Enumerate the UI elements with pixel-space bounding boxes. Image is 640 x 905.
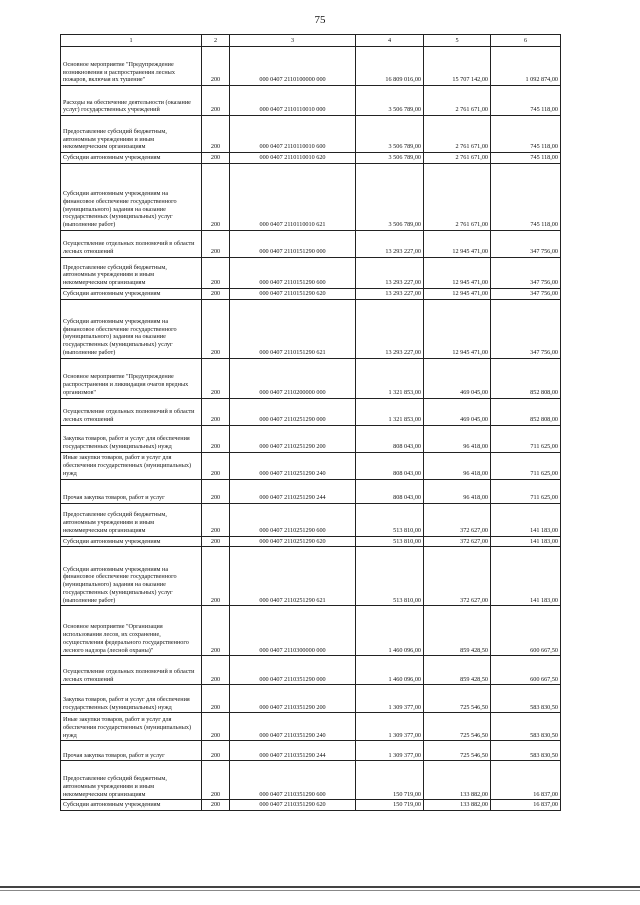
row-kbk-cell: 000 0407 2110100000 000 xyxy=(230,47,356,86)
table-row xyxy=(61,230,561,257)
row-name-cell: Предоставление субсидий бюджетным, автономным учреждениям и иным некоммерческим организациям xyxy=(61,503,202,536)
column-header-3: 3 xyxy=(230,35,356,47)
row-kbk-cell: 000 0407 2110251290 600 xyxy=(230,503,356,536)
table-body xyxy=(61,47,561,811)
row-value3-cell: 711 625,00 xyxy=(491,452,561,479)
row-name-cell: Прочая закупка товаров, работ и услуг xyxy=(61,741,202,761)
row-code-cell: 200 xyxy=(202,257,230,288)
row-kbk-cell: 000 0407 2110200000 000 xyxy=(230,358,356,398)
table-row xyxy=(61,713,561,741)
row-code-cell: 200 xyxy=(202,299,230,358)
row-kbk-cell: 000 0407 2110351290 240 xyxy=(230,713,356,741)
row-name-cell: Закупка товаров, работ и услуг для обеспечения государственных (муниципальных) нужд xyxy=(61,425,202,452)
row-value3-cell: 347 756,00 xyxy=(491,299,561,358)
row-value2-cell: 12 945 471,00 xyxy=(424,288,491,299)
row-kbk-cell: 000 0407 2110110010 621 xyxy=(230,163,356,230)
row-value2-cell: 372 627,00 xyxy=(424,547,491,606)
row-name-cell: Закупка товаров, работ и услуг для обеспечения государственных (муниципальных) нужд xyxy=(61,685,202,713)
row-value2-cell: 2 761 671,00 xyxy=(424,116,491,153)
row-code-cell: 200 xyxy=(202,685,230,713)
row-code-cell: 200 xyxy=(202,398,230,425)
row-name-cell: Основное мероприятие "Организация использования лесов, их сохранение, осуществления федерального государственного лесного надзора (лесной охраны)" xyxy=(61,606,202,656)
row-code-cell: 200 xyxy=(202,86,230,116)
row-code-cell: 200 xyxy=(202,536,230,547)
row-name-cell: Осуществление отдельных полномочий в области лесных отношений xyxy=(61,230,202,257)
row-value3-cell: 745 118,00 xyxy=(491,116,561,153)
row-code-cell: 200 xyxy=(202,547,230,606)
row-value1-cell: 1 309 377,00 xyxy=(356,741,424,761)
row-kbk-cell: 000 0407 2110351290 620 xyxy=(230,800,356,811)
row-name-cell: Субсидии автономным учреждениям на финансовое обеспечение государственного (муниципального) задания на оказание государственных (муниципальных) услуг (выполнение работ) xyxy=(61,547,202,606)
table-row xyxy=(61,800,561,811)
row-value3-cell: 1 092 874,00 xyxy=(491,47,561,86)
table-row xyxy=(61,656,561,685)
table-row xyxy=(61,503,561,536)
row-value2-cell: 96 418,00 xyxy=(424,425,491,452)
page-number: 75 xyxy=(314,14,326,26)
row-value3-cell: 711 625,00 xyxy=(491,425,561,452)
row-kbk-cell: 000 0407 2110110010 000 xyxy=(230,86,356,116)
row-kbk-cell: 000 0407 2110351290 600 xyxy=(230,761,356,800)
row-code-cell: 200 xyxy=(202,116,230,153)
row-code-cell: 200 xyxy=(202,358,230,398)
table-row xyxy=(61,452,561,479)
row-name-cell: Субсидии автономным учреждениям xyxy=(61,288,202,299)
row-value1-cell: 808 043,00 xyxy=(356,452,424,479)
column-header-4: 4 xyxy=(356,35,424,47)
row-value1-cell: 3 506 789,00 xyxy=(356,163,424,230)
row-value1-cell: 3 506 789,00 xyxy=(356,153,424,164)
row-name-cell: Иные закупки товаров, работ и услуг для обеспечения государственных (муниципальных) нужд xyxy=(61,452,202,479)
row-value3-cell: 852 808,00 xyxy=(491,398,561,425)
row-value2-cell: 859 428,50 xyxy=(424,656,491,685)
column-header-2: 2 xyxy=(202,35,230,47)
row-value1-cell: 13 293 227,00 xyxy=(356,230,424,257)
row-code-cell: 200 xyxy=(202,713,230,741)
row-kbk-cell: 000 0407 2110351290 244 xyxy=(230,741,356,761)
row-value1-cell: 150 719,00 xyxy=(356,800,424,811)
page-bottom-border-secondary xyxy=(0,890,640,891)
row-code-cell: 200 xyxy=(202,230,230,257)
row-value1-cell: 1 460 096,00 xyxy=(356,606,424,656)
table-row xyxy=(61,163,561,230)
row-value3-cell: 745 118,00 xyxy=(491,153,561,164)
row-value3-cell: 141 183,00 xyxy=(491,503,561,536)
row-value3-cell: 347 756,00 xyxy=(491,257,561,288)
row-code-cell: 200 xyxy=(202,163,230,230)
row-value1-cell: 150 719,00 xyxy=(356,761,424,800)
row-code-cell: 200 xyxy=(202,656,230,685)
row-kbk-cell: 000 0407 2110351290 200 xyxy=(230,685,356,713)
row-value2-cell: 372 627,00 xyxy=(424,503,491,536)
row-value2-cell: 15 707 142,00 xyxy=(424,47,491,86)
row-code-cell: 200 xyxy=(202,503,230,536)
row-value1-cell: 808 043,00 xyxy=(356,425,424,452)
row-name-cell: Субсидии автономным учреждениям на финансовое обеспечение государственного (муниципального) задания на оказание государственных (муниципальных) услуг (выполнение работ) xyxy=(61,299,202,358)
row-value3-cell: 711 625,00 xyxy=(491,479,561,503)
row-value2-cell: 725 546,50 xyxy=(424,741,491,761)
table-row xyxy=(61,47,561,86)
row-value1-cell: 13 293 227,00 xyxy=(356,257,424,288)
table-row xyxy=(61,86,561,116)
table-row xyxy=(61,153,561,164)
row-name-cell: Предоставление субсидий бюджетным, автономным учреждениям и иным некоммерческим организациям xyxy=(61,761,202,800)
row-value1-cell: 1 309 377,00 xyxy=(356,685,424,713)
row-kbk-cell: 000 0407 2110110010 620 xyxy=(230,153,356,164)
row-value1-cell: 1 460 096,00 xyxy=(356,656,424,685)
row-code-cell: 200 xyxy=(202,288,230,299)
row-kbk-cell: 000 0407 2110151290 621 xyxy=(230,299,356,358)
row-value3-cell: 745 118,00 xyxy=(491,86,561,116)
row-value2-cell: 725 546,50 xyxy=(424,685,491,713)
row-name-cell: Основное мероприятие "Предупреждение возникновения и распространения лесных пожаров, включая их тушение" xyxy=(61,47,202,86)
row-name-cell: Иные закупки товаров, работ и услуг для обеспечения государственных (муниципальных) нужд xyxy=(61,713,202,741)
row-value2-cell: 12 945 471,00 xyxy=(424,257,491,288)
row-kbk-cell: 000 0407 2110251290 200 xyxy=(230,425,356,452)
row-value3-cell: 600 667,50 xyxy=(491,656,561,685)
row-code-cell: 200 xyxy=(202,452,230,479)
row-code-cell: 200 xyxy=(202,606,230,656)
row-kbk-cell: 000 0407 2110300000 000 xyxy=(230,606,356,656)
row-value3-cell: 347 756,00 xyxy=(491,230,561,257)
row-name-cell: Осуществление отдельных полномочий в области лесных отношений xyxy=(61,398,202,425)
row-kbk-cell: 000 0407 2110251290 621 xyxy=(230,547,356,606)
row-value2-cell: 372 627,00 xyxy=(424,536,491,547)
row-code-cell: 200 xyxy=(202,47,230,86)
table-row xyxy=(61,299,561,358)
row-value2-cell: 96 418,00 xyxy=(424,479,491,503)
row-name-cell: Субсидии автономным учреждениям xyxy=(61,536,202,547)
row-value2-cell: 133 882,00 xyxy=(424,800,491,811)
row-name-cell: Расходы на обеспечение деятельности (оказание услуг) государственных учреждений xyxy=(61,86,202,116)
table-row xyxy=(61,741,561,761)
row-value3-cell: 141 183,00 xyxy=(491,536,561,547)
table-row xyxy=(61,398,561,425)
row-name-cell: Предоставление субсидий бюджетным, автономным учреждениям и иным некоммерческим организациям xyxy=(61,116,202,153)
table-row xyxy=(61,685,561,713)
table-row xyxy=(61,606,561,656)
row-value2-cell: 469 045,00 xyxy=(424,398,491,425)
column-header-6: 6 xyxy=(491,35,561,47)
row-value1-cell: 13 293 227,00 xyxy=(356,288,424,299)
row-code-cell: 200 xyxy=(202,761,230,800)
row-value1-cell: 1 309 377,00 xyxy=(356,713,424,741)
row-kbk-cell: 000 0407 2110251290 244 xyxy=(230,479,356,503)
row-value1-cell: 513 810,00 xyxy=(356,503,424,536)
row-kbk-cell: 000 0407 2110251290 240 xyxy=(230,452,356,479)
row-kbk-cell: 000 0407 2110151290 600 xyxy=(230,257,356,288)
row-value3-cell: 583 830,50 xyxy=(491,685,561,713)
row-code-cell: 200 xyxy=(202,479,230,503)
page-bottom-border xyxy=(0,886,640,888)
row-value3-cell: 852 808,00 xyxy=(491,358,561,398)
row-value1-cell: 3 506 789,00 xyxy=(356,116,424,153)
row-name-cell: Субсидии автономным учреждениям на финансовое обеспечение государственного (муниципального) задания на оказание государственных (муниципальных) услуг (выполнение работ) xyxy=(61,163,202,230)
row-code-cell: 200 xyxy=(202,800,230,811)
row-value3-cell: 583 830,50 xyxy=(491,713,561,741)
row-value1-cell: 513 810,00 xyxy=(356,536,424,547)
row-name-cell: Предоставление субсидий бюджетным, автономным учреждениям и иным некоммерческим организациям xyxy=(61,257,202,288)
row-name-cell: Основное мероприятие "Предупреждение распространения и ликвидация очагов вредных организмов" xyxy=(61,358,202,398)
row-value2-cell: 2 761 671,00 xyxy=(424,86,491,116)
table-row xyxy=(61,479,561,503)
row-kbk-cell: 000 0407 2110251290 620 xyxy=(230,536,356,547)
row-name-cell: Субсидии автономным учреждениям xyxy=(61,800,202,811)
table-row xyxy=(61,358,561,398)
row-name-cell: Субсидии автономным учреждениям xyxy=(61,153,202,164)
row-value1-cell: 513 810,00 xyxy=(356,547,424,606)
table-header-row xyxy=(61,35,561,47)
row-value2-cell: 12 945 471,00 xyxy=(424,230,491,257)
row-value3-cell: 16 837,00 xyxy=(491,761,561,800)
budget-table xyxy=(60,34,561,811)
row-kbk-cell: 000 0407 2110351290 000 xyxy=(230,656,356,685)
table-row xyxy=(61,425,561,452)
row-value3-cell: 141 183,00 xyxy=(491,547,561,606)
row-value2-cell: 2 761 671,00 xyxy=(424,153,491,164)
row-value2-cell: 859 428,50 xyxy=(424,606,491,656)
row-value3-cell: 583 830,50 xyxy=(491,741,561,761)
row-value1-cell: 13 293 227,00 xyxy=(356,299,424,358)
row-value1-cell: 808 043,00 xyxy=(356,479,424,503)
row-value2-cell: 469 045,00 xyxy=(424,358,491,398)
row-value1-cell: 16 809 016,00 xyxy=(356,47,424,86)
row-kbk-cell: 000 0407 2110151290 620 xyxy=(230,288,356,299)
row-value2-cell: 725 546,50 xyxy=(424,713,491,741)
row-value1-cell: 3 506 789,00 xyxy=(356,86,424,116)
row-value2-cell: 96 418,00 xyxy=(424,452,491,479)
table-row xyxy=(61,761,561,800)
row-value3-cell: 347 756,00 xyxy=(491,288,561,299)
row-value2-cell: 12 945 471,00 xyxy=(424,299,491,358)
row-kbk-cell: 000 0407 2110110010 600 xyxy=(230,116,356,153)
table-row xyxy=(61,257,561,288)
table-row xyxy=(61,536,561,547)
row-name-cell: Прочая закупка товаров, работ и услуг xyxy=(61,479,202,503)
row-value1-cell: 1 321 853,00 xyxy=(356,398,424,425)
row-value2-cell: 133 882,00 xyxy=(424,761,491,800)
column-header-5: 5 xyxy=(424,35,491,47)
row-value1-cell: 1 321 853,00 xyxy=(356,358,424,398)
row-code-cell: 200 xyxy=(202,425,230,452)
row-value2-cell: 2 761 671,00 xyxy=(424,163,491,230)
row-name-cell: Осуществление отдельных полномочий в области лесных отношений xyxy=(61,656,202,685)
row-kbk-cell: 000 0407 2110251290 000 xyxy=(230,398,356,425)
row-value3-cell: 745 118,00 xyxy=(491,163,561,230)
column-header-1: 1 xyxy=(61,35,202,47)
row-kbk-cell: 000 0407 2110151290 000 xyxy=(230,230,356,257)
row-value3-cell: 16 837,00 xyxy=(491,800,561,811)
table-row xyxy=(61,288,561,299)
table-row xyxy=(61,547,561,606)
row-code-cell: 200 xyxy=(202,153,230,164)
row-value3-cell: 600 667,50 xyxy=(491,606,561,656)
row-code-cell: 200 xyxy=(202,741,230,761)
table-row xyxy=(61,116,561,153)
